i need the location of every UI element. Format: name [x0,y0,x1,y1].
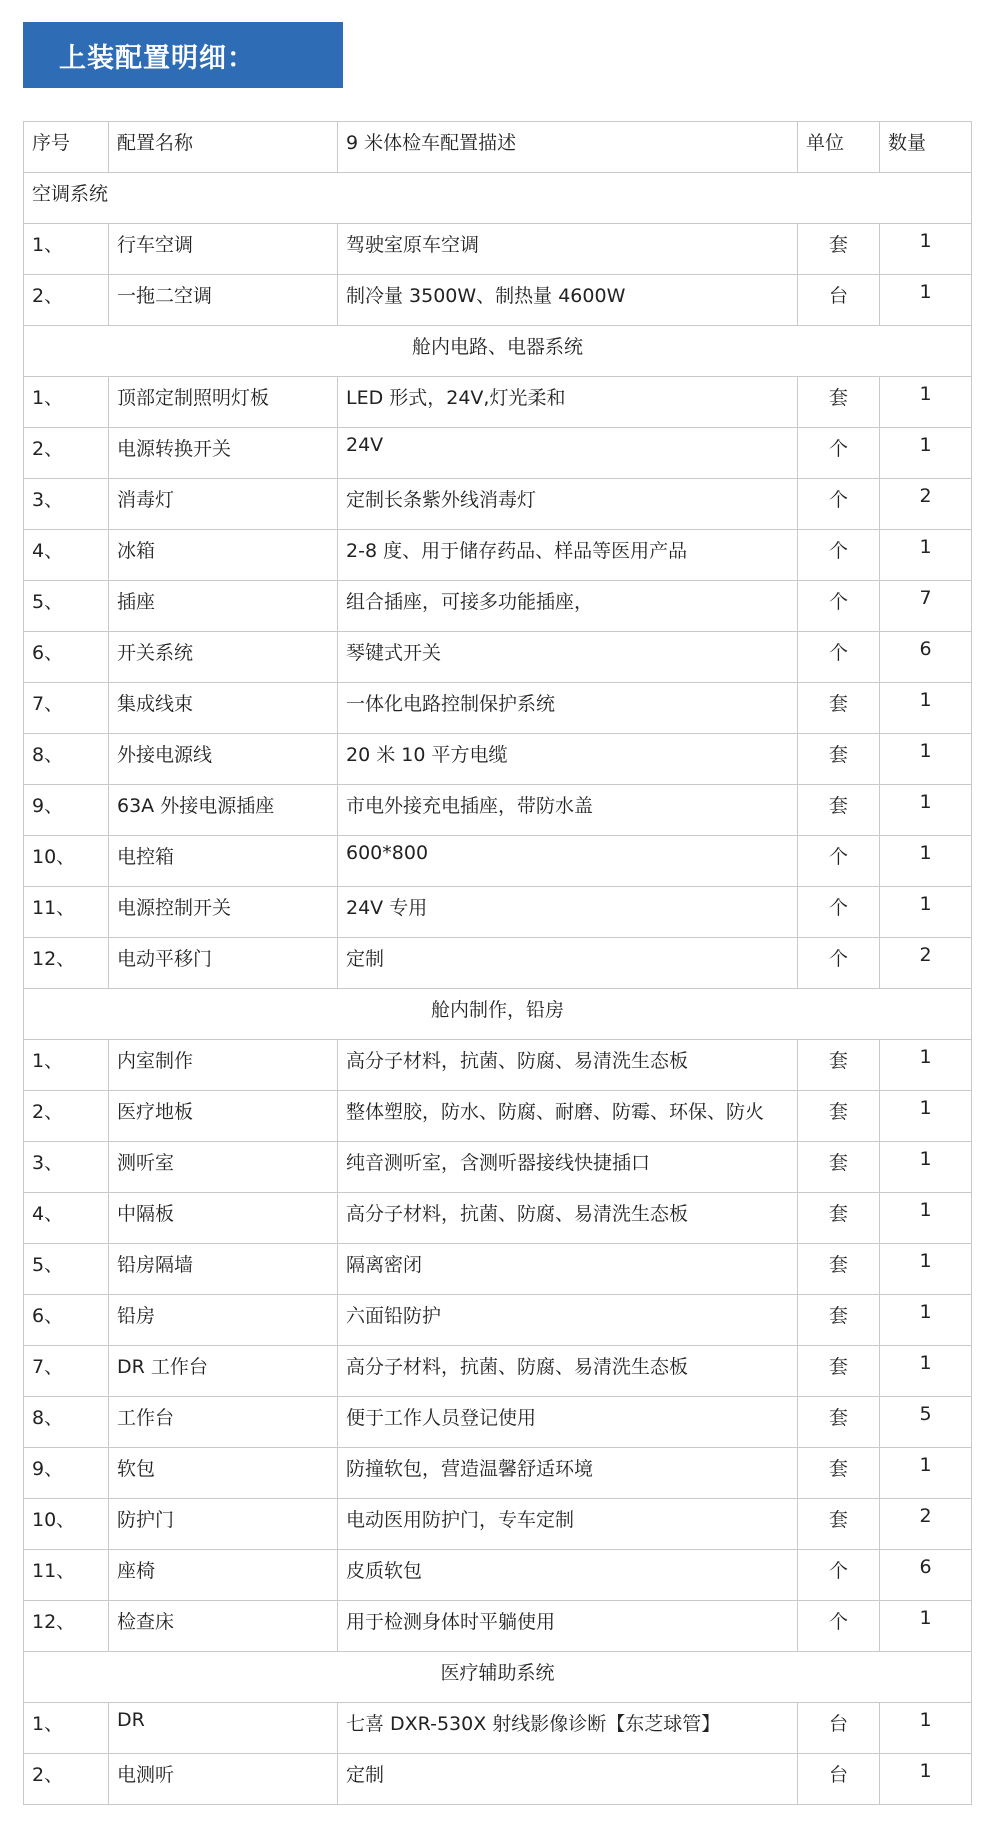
cell-quantity: 1 [880,530,972,581]
cell-index: 1、 [24,224,109,275]
cell-unit: 套 [798,1244,880,1295]
cell-item-name: 医疗地板 [109,1091,338,1142]
cell-description: 高分子材料，抗菌、防腐、易清洗生态板 [338,1346,798,1397]
cell-item-name: 软包 [109,1448,338,1499]
cell-unit: 台 [798,1703,880,1754]
header-unit: 单位 [798,122,880,173]
cell-item-name: 铅房 [109,1295,338,1346]
cell-index: 12、 [24,938,109,989]
cell-item-name: 测听室 [109,1142,338,1193]
cell-quantity: 2 [880,938,972,989]
cell-index: 8、 [24,734,109,785]
cell-quantity: 1 [880,1244,972,1295]
cell-index: 4、 [24,530,109,581]
section-title: 舱内制作，铅房 [24,989,972,1040]
table-row [24,1193,972,1244]
cell-unit: 个 [798,530,880,581]
cell-item-name: 插座 [109,581,338,632]
cell-description: 便于工作人员登记使用 [338,1397,798,1448]
cell-description: 定制 [338,1754,798,1805]
table-row [24,683,972,734]
cell-description: 24V 专用 [338,887,798,938]
cell-description: 24V [338,428,798,479]
cell-item-name: 检查床 [109,1601,338,1652]
table-row [24,836,972,887]
table-row [24,785,972,836]
header-description: 9 米体检车配置描述 [338,122,798,173]
cell-description: 高分子材料，抗菌、防腐、易清洗生态板 [338,1040,798,1091]
cell-index: 2、 [24,1754,109,1805]
cell-unit: 套 [798,1142,880,1193]
cell-index: 2、 [24,275,109,326]
section-title: 医疗辅助系统 [24,1652,972,1703]
table-row [24,530,972,581]
cell-item-name: 中隔板 [109,1193,338,1244]
table-row [24,1550,972,1601]
section-row [24,173,972,224]
cell-quantity: 1 [880,1703,972,1754]
cell-quantity: 1 [880,1601,972,1652]
cell-index: 11、 [24,1550,109,1601]
cell-unit: 套 [798,377,880,428]
cell-index: 7、 [24,1346,109,1397]
table-row [24,1499,972,1550]
cell-quantity: 2 [880,479,972,530]
header-index: 序号 [24,122,109,173]
cell-item-name: 电动平移门 [109,938,338,989]
cell-unit: 个 [798,1601,880,1652]
cell-description: 纯音测听室，含测听器接线快捷插口 [338,1142,798,1193]
cell-item-name: 座椅 [109,1550,338,1601]
cell-quantity: 2 [880,1499,972,1550]
cell-quantity: 6 [880,632,972,683]
table-header-row [24,122,972,173]
cell-unit: 个 [798,632,880,683]
cell-index: 3、 [24,1142,109,1193]
cell-item-name: 电测听 [109,1754,338,1805]
cell-unit: 套 [798,1295,880,1346]
cell-quantity: 1 [880,1193,972,1244]
cell-index: 6、 [24,1295,109,1346]
cell-item-name: 消毒灯 [109,479,338,530]
cell-index: 11、 [24,887,109,938]
header-quantity: 数量 [880,122,972,173]
cell-unit: 套 [798,1499,880,1550]
cell-description: 组合插座，可接多功能插座， [338,581,798,632]
cell-quantity: 1 [880,1142,972,1193]
cell-unit: 套 [798,1193,880,1244]
cell-unit: 套 [798,785,880,836]
header-item-name: 配置名称 [109,122,338,173]
table-row [24,1244,972,1295]
cell-quantity: 1 [880,377,972,428]
cell-index: 2、 [24,428,109,479]
cell-description: 六面铅防护 [338,1295,798,1346]
cell-item-name: 冰箱 [109,530,338,581]
cell-index: 7、 [24,683,109,734]
cell-unit: 套 [798,683,880,734]
cell-unit: 套 [798,1397,880,1448]
section-row [24,1652,972,1703]
cell-quantity: 6 [880,1550,972,1601]
cell-index: 5、 [24,1244,109,1295]
section-title: 舱内电路、电器系统 [24,326,972,377]
cell-description: 市电外接充电插座，带防水盖 [338,785,798,836]
cell-description: 定制长条紫外线消毒灯 [338,479,798,530]
cell-unit: 台 [798,1754,880,1805]
cell-description: 琴键式开关 [338,632,798,683]
page-title: 上装配置明细： [23,22,343,88]
cell-description: 600*800 [338,836,798,887]
table-row [24,1703,972,1754]
cell-description: 用于检测身体时平躺使用 [338,1601,798,1652]
cell-description: 一体化电路控制保护系统 [338,683,798,734]
cell-index: 8、 [24,1397,109,1448]
cell-index: 5、 [24,581,109,632]
cell-description: 20 米 10 平方电缆 [338,734,798,785]
table-row [24,734,972,785]
section-title: 空调系统 [24,173,972,224]
cell-description: 高分子材料，抗菌、防腐、易清洗生态板 [338,1193,798,1244]
table-row [24,1295,972,1346]
cell-item-name: 电源转换开关 [109,428,338,479]
table-row [24,632,972,683]
cell-item-name: 防护门 [109,1499,338,1550]
cell-index: 1、 [24,1040,109,1091]
cell-unit: 套 [798,734,880,785]
cell-item-name: 电控箱 [109,836,338,887]
section-row [24,326,972,377]
cell-quantity: 5 [880,1397,972,1448]
cell-quantity: 1 [880,1040,972,1091]
table-row [24,887,972,938]
table-row [24,275,972,326]
cell-unit: 台 [798,275,880,326]
cell-item-name: DR [109,1703,338,1754]
cell-unit: 套 [798,1091,880,1142]
table-row [24,1142,972,1193]
cell-index: 1、 [24,377,109,428]
config-table [23,121,972,1805]
cell-quantity: 1 [880,224,972,275]
cell-description: 2-8 度、用于储存药品、样品等医用产品 [338,530,798,581]
cell-index: 9、 [24,785,109,836]
table-row [24,1448,972,1499]
cell-quantity: 1 [880,734,972,785]
cell-item-name: 63A 外接电源插座 [109,785,338,836]
cell-quantity: 1 [880,428,972,479]
cell-quantity: 1 [880,1295,972,1346]
cell-quantity: 1 [880,1346,972,1397]
table-row [24,581,972,632]
table-row [24,479,972,530]
table-row [24,1091,972,1142]
cell-item-name: 顶部定制照明灯板 [109,377,338,428]
cell-description: 制冷量 3500W、制热量 4600W [338,275,798,326]
cell-quantity: 1 [880,1091,972,1142]
cell-item-name: 开关系统 [109,632,338,683]
cell-unit: 套 [798,1040,880,1091]
cell-index: 1、 [24,1703,109,1754]
cell-quantity: 1 [880,785,972,836]
cell-description: 整体塑胶，防水、防腐、耐磨、防霉、环保、防火 [338,1091,798,1142]
cell-unit: 个 [798,581,880,632]
cell-item-name: 一拖二空调 [109,275,338,326]
table-row [24,1601,972,1652]
table-row [24,428,972,479]
cell-item-name: 铅房隔墙 [109,1244,338,1295]
section-row [24,989,972,1040]
table-row [24,377,972,428]
cell-item-name: 外接电源线 [109,734,338,785]
cell-index: 2、 [24,1091,109,1142]
cell-unit: 个 [798,479,880,530]
cell-unit: 个 [798,836,880,887]
cell-description: 皮质软包 [338,1550,798,1601]
cell-quantity: 7 [880,581,972,632]
table-row [24,224,972,275]
cell-unit: 个 [798,887,880,938]
cell-description: 七喜 DXR-530X 射线影像诊断【东芝球管】 [338,1703,798,1754]
cell-item-name: 工作台 [109,1397,338,1448]
table-row [24,1040,972,1091]
cell-index: 3、 [24,479,109,530]
cell-quantity: 1 [880,887,972,938]
cell-item-name: 电源控制开关 [109,887,338,938]
cell-quantity: 1 [880,275,972,326]
cell-unit: 个 [798,428,880,479]
table-row [24,1397,972,1448]
cell-description: 防撞软包，营造温馨舒适环境 [338,1448,798,1499]
cell-index: 4、 [24,1193,109,1244]
cell-index: 10、 [24,836,109,887]
table-row [24,1754,972,1805]
cell-index: 12、 [24,1601,109,1652]
cell-unit: 个 [798,938,880,989]
cell-unit: 套 [798,224,880,275]
cell-description: LED 形式，24V,灯光柔和 [338,377,798,428]
cell-quantity: 1 [880,683,972,734]
cell-index: 9、 [24,1448,109,1499]
cell-quantity: 1 [880,1754,972,1805]
cell-unit: 个 [798,1550,880,1601]
cell-item-name: DR 工作台 [109,1346,338,1397]
cell-item-name: 内室制作 [109,1040,338,1091]
cell-unit: 套 [798,1448,880,1499]
table-row [24,938,972,989]
cell-item-name: 行车空调 [109,224,338,275]
cell-description: 定制 [338,938,798,989]
cell-description: 隔离密闭 [338,1244,798,1295]
cell-item-name: 集成线束 [109,683,338,734]
cell-quantity: 1 [880,836,972,887]
cell-description: 驾驶室原车空调 [338,224,798,275]
cell-unit: 套 [798,1346,880,1397]
cell-description: 电动医用防护门，专车定制 [338,1499,798,1550]
cell-index: 10、 [24,1499,109,1550]
cell-quantity: 1 [880,1448,972,1499]
table-row [24,1346,972,1397]
cell-index: 6、 [24,632,109,683]
